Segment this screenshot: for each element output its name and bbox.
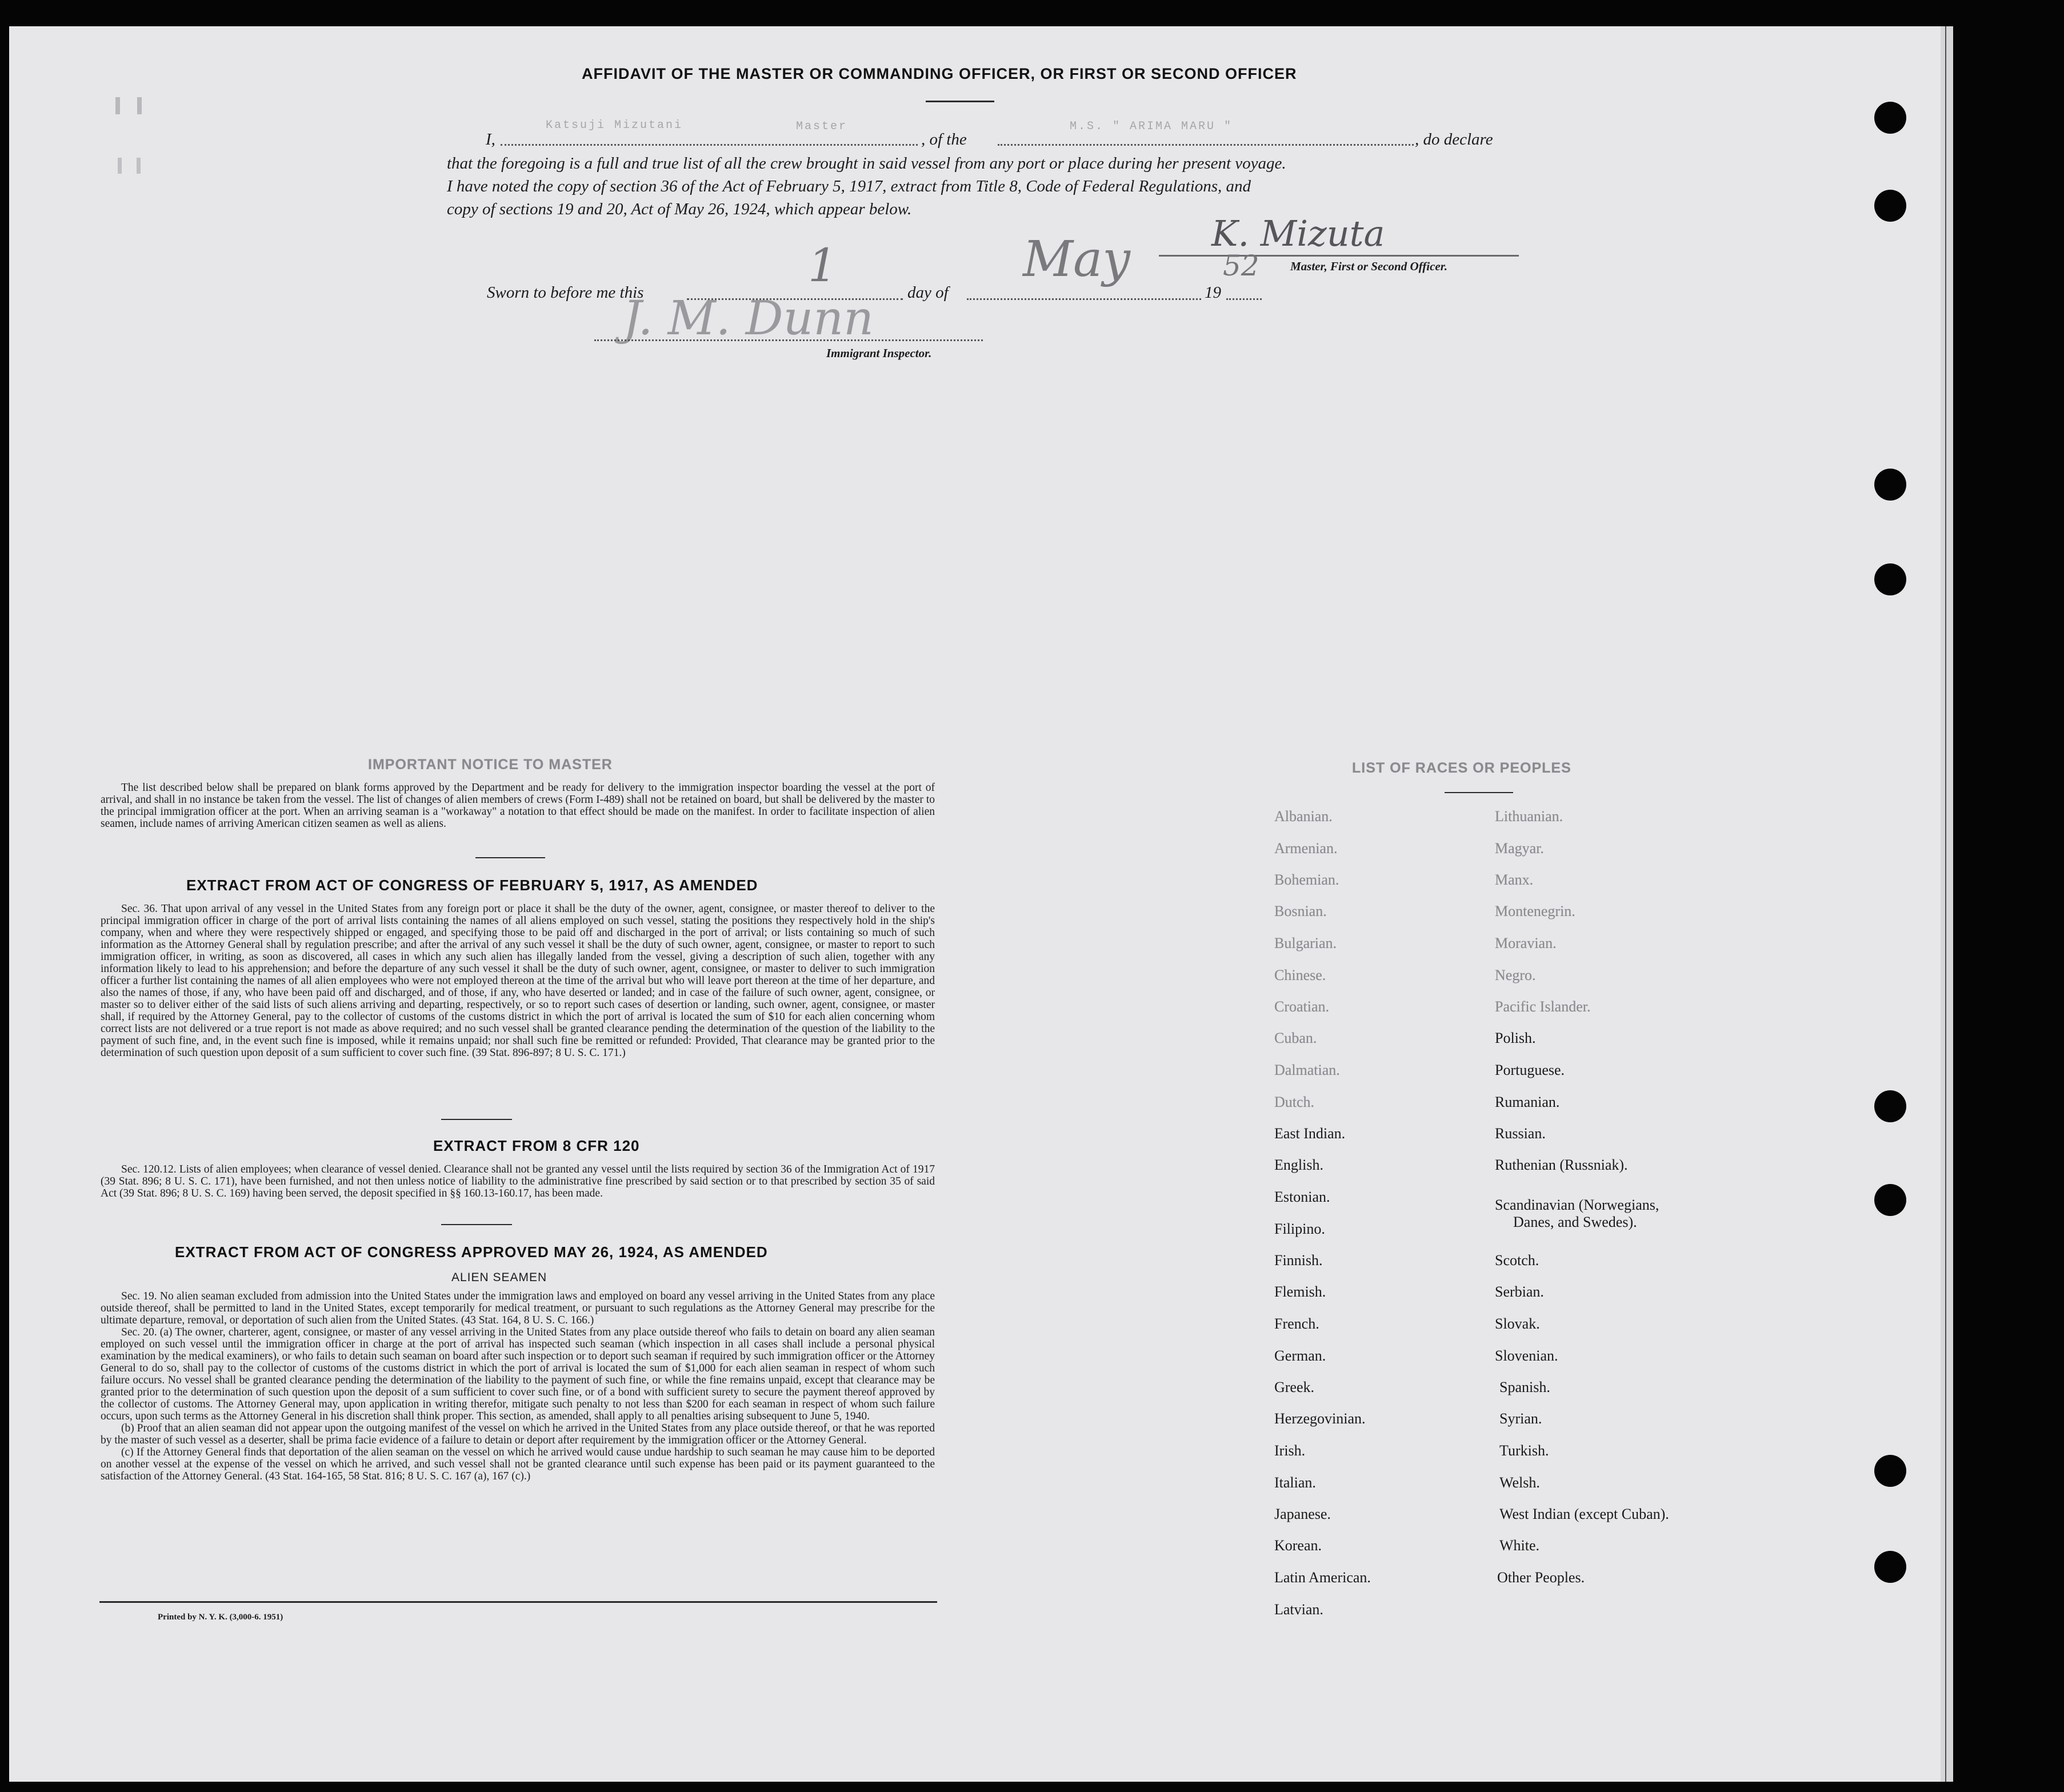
affidavit-line-1: that the foregoing is a full and true list of all the crew brought in said vessel from any port or place during her present voyage. [447, 154, 1286, 173]
race-item: Scotch. [1495, 1252, 1539, 1269]
year-prefix: 19 [1205, 283, 1221, 302]
race-item: Danes, and Swedes). [1513, 1214, 1637, 1230]
race-item: Albanian. [1274, 808, 1333, 825]
day-of-label: day of [907, 283, 949, 302]
race-item: Dutch. [1274, 1094, 1315, 1110]
inspector-line [594, 339, 983, 341]
master-name-typed: Katsuji Mizutani [546, 119, 683, 132]
month-line [967, 298, 1201, 300]
bleed-mark [118, 158, 141, 174]
extract-1917-title: EXTRACT FROM ACT OF CONGRESS OF FEBRUARY 5, 1917, AS AMENDED [186, 877, 758, 894]
race-item: Bulgarian. [1274, 935, 1337, 951]
race-item: Manx. [1495, 871, 1534, 888]
notice-text [101, 782, 935, 830]
master-name-line [501, 144, 918, 146]
binder-hole [1874, 1455, 1906, 1487]
inspector-signature: J. M. Dunn [623, 291, 874, 346]
race-item: Moravian. [1495, 935, 1557, 951]
bleed-mark [115, 97, 142, 114]
do-declare-label: , do declare [1415, 130, 1493, 149]
master-caption: Master, First or Second Officer. [1290, 259, 1447, 273]
race-item: Polish. [1495, 1030, 1536, 1046]
race-item: White. [1499, 1537, 1540, 1554]
rank-typed: Master [796, 120, 848, 133]
race-item: Scandinavian (Norwegians, [1495, 1197, 1659, 1213]
extract-1917-text [101, 903, 935, 1059]
extract-cfr-text [101, 1163, 935, 1199]
race-item: Rumanian. [1495, 1094, 1560, 1110]
of-the-label: , of the [921, 130, 967, 149]
race-item: Magyar. [1495, 840, 1544, 857]
month-handwritten: May [1023, 231, 1130, 288]
page-edge-strip [1941, 26, 1953, 1782]
binder-hole [1874, 1551, 1906, 1583]
binder-hole [1874, 1184, 1906, 1216]
race-item: Syrian. [1499, 1410, 1542, 1427]
section-19-paragraph: Sec. 19. No alien seaman excluded from admission into the United States under the immigration laws and employed on board any vessel arriving in the United States from any place outside thereof, shall be permitted to land in the United States, except temporarily for medical treatment, or pursuant to such regulations as the Attorney General may prescribe for the ultimate departure, removal, or deportation of such alien from the United States. (43 Stat. 164, 8 U. S. C. 166.) [101, 1290, 935, 1326]
races-rule [1445, 792, 1513, 793]
race-item: Cuban. [1274, 1030, 1317, 1046]
race-item: Filipino. [1274, 1221, 1325, 1237]
affidavit-title: AFFIDAVIT OF THE MASTER OR COMMANDING OFFICER, OR FIRST OR SECOND OFFICER [582, 65, 1297, 82]
race-item: Chinese. [1274, 967, 1326, 983]
sworn-label: Sworn to before me this [487, 283, 644, 302]
race-item: Dalmatian. [1274, 1062, 1340, 1078]
affidavit-line-2: I have noted the copy of section 36 of the Act of February 5, 1917, extract from Title 8, Code of Federal Regulations, and [447, 177, 1251, 195]
race-item: Italian. [1274, 1474, 1316, 1491]
section-20b-paragraph: (b) Proof that an alien seaman did not appear upon the outgoing manifest of the vessel on which he arrived in the United States from any place outside thereof, or that he was reported by the master of such vessel as a deserter, shall be prima facie evidence of a failure to detain or deport after requirement by the immigration officer or the Attorney General. [101, 1422, 935, 1446]
extract-cfr-title: EXTRACT FROM 8 CFR 120 [433, 1137, 640, 1154]
race-item: Japanese. [1274, 1506, 1331, 1522]
race-item: Serbian. [1495, 1283, 1544, 1300]
race-item: Finnish. [1274, 1252, 1323, 1269]
section-120-paragraph: Sec. 120.12. Lists of alien employees; when clearance of vessel denied. Clearance shall not be granted any vessel until the lists required by section 36 of the Immigration Act of 1917 (39 Stat. 896; 8 U. S. C. 171), have been furnished, and not then unless notice of liability to the administrative fine prescribed by said section or to that prescribed by section 35 of said Act (39 Stat. 896; 8 U. S. C. 169) having been served, the deposit specified in §§ 160.13-160.17, has been made. [101, 1163, 935, 1199]
extract-cfr-rule [441, 1224, 512, 1225]
vessel-line [998, 144, 1414, 146]
race-item: Latvian. [1274, 1601, 1323, 1618]
race-item: Estonian. [1274, 1189, 1330, 1205]
affidavit-line-3: copy of sections 19 and 20, Act of May 26, 1924, which appear below. [447, 200, 912, 218]
day-handwritten: 1 [808, 239, 837, 292]
section-20c-paragraph: (c) If the Attorney General finds that deportation of the alien seaman on the vessel on which he arrived would cause undue hardship to such seaman he may cause him to be deported on another vessel at the expense of the vessel on which he arrived, and such vessel shall not be granted clearance until such expense has been paid or its payment guaranteed to the satisfaction of the Attorney General. (43 Stat. 164-165, 58 Stat. 816; 8 U. S. C. 167 (a), 167 (c).) [101, 1446, 935, 1482]
section-36-paragraph: Sec. 36. That upon arrival of any vessel in the United States from any foreign port or place it shall be the duty of the owner, agent, consignee, or master thereof to deliver to the principal immigration officer in charge of the port of arrival lists containing the names of all aliens employed on such vessel, stating the positions they respectively hold in the ship's company, when and where they were respectively shipped or engaged, and specifying those to be paid off and discharged in the port of arrival; or lists containing so much of such information as the Attorney General shall by regulation prescribe; and after the arrival of any such vessel it shall be the duty of such owner, agent, consignee, or master to report to such immigration officer, in writing, as soon as discovered, all cases in which any such alien has illegally landed from the vessel, giving a description of such alien, together with any information likely to lead to his apprehension; and before the departure of any such vessel it shall be the duty of such owner, agent, consignee, or master to deliver to such immigration officer a further list containing the names of all alien employees who were not employed thereon at the time of the arrival but who will leave port thereon at the time of her departure, and also the names of those, if any, who have been paid off and discharged, and of those, if any, who have deserted or landed; and in case of the failure of such owner, agent, consignee, or master so to deliver either of the said lists of such aliens arriving and departing, respectively, or so to report such cases of desertion or landing, such owner, agent, consignee, or master shall, if required by the Attorney General, pay to the collector of customs of the customs district in which the port of arrival is located the sum of $10 for each alien concerning whom correct lists are not delivered or a true report is not made as above required; and no such vessel shall be granted clearance pending the determination of the question of the liability to the payment of such fine, and, in the event such fine is imposed, while it remains unpaid; nor shall such fine be remitted or refunded: Provided, That clearance may be granted prior to the determination of such question upon deposit of a sum sufficient to cover such fine. (39 Stat. 896-897; 8 U. S. C. 171.) [101, 903, 935, 1059]
race-item: Negro. [1495, 967, 1536, 983]
race-item: Montenegrin. [1495, 903, 1575, 919]
notice-paragraph: The list described below shall be prepared on blank forms approved by the Department and be ready for delivery to the immigration inspector boarding the vessel at the port of arrival, and shall in no instance be taken from the vessel. The list of changes of alien members of crews (Form I-489) shall not be retained on board, but shall be delivered by the master to the principal immigration officer at the port. When an arriving seaman is a "workaway" a notation to that effect should be made on the manifest. In order to facilitate inspection of alien seamen, include names of arriving American citizen seamen as well as aliens. [101, 782, 935, 830]
race-item: Greek. [1274, 1379, 1315, 1395]
binder-hole [1874, 469, 1906, 501]
alien-seamen-subtitle: ALIEN SEAMEN [451, 1271, 547, 1284]
race-item: Armenian. [1274, 840, 1338, 857]
master-signature: K. Mizuta [1211, 213, 1385, 254]
race-item: Portuguese. [1495, 1062, 1565, 1078]
extract-1917-rule [441, 1119, 512, 1120]
vessel-typed: M.S. " ARIMA MARU " [1070, 120, 1233, 133]
title-rule [926, 101, 994, 102]
section-20a-paragraph: Sec. 20. (a) The owner, charterer, agent, consignee, or master of any vessel arriving in the United States from any place outside thereof who fails to detain on board any alien seaman employed on such vessel until the immigration officer in charge at the port of arrival has inspected such seaman (which inspection in all cases shall include a personal physical examination by the medical examiners), or who fails to detain such seaman on board after such inspection or to deport such seaman if required by such immigration officer or the Attorney General to do so, shall pay to the collector of customs of the customs district in which the port of arrival is located the sum of $1,000 for each alien seaman in respect of whom such failure occurs. No vessel shall be granted clearance pending the determination of the liability to the payment of such fine, or while the fine remains unpaid, except that clearance may be granted prior to the determination of such question upon the deposit of a sum sufficient to cover such fine, or of a bond with sufficient surety to secure the payment thereof approved by the collector of customs. The Attorney General may, upon application in writing therefor, mitigate such penalty to not less than $200 for each seaman in respect of whom such failure occurs, upon such terms as the Attorney General in his discretion shall think proper. This section, as amended, shall apply to all penalties arising subsequent to June 5, 1940. [101, 1326, 935, 1422]
race-item: Welsh. [1499, 1474, 1540, 1491]
race-item: Spanish. [1499, 1379, 1550, 1395]
extract-1924-text [101, 1290, 935, 1482]
race-item: Bosnian. [1274, 903, 1327, 919]
race-item: Irish. [1274, 1442, 1306, 1459]
race-item: Russian. [1495, 1125, 1546, 1142]
race-item: Latin American. [1274, 1569, 1371, 1586]
race-item: Other Peoples. [1497, 1569, 1585, 1586]
binder-hole [1874, 102, 1906, 134]
race-item: Lithuanian. [1495, 808, 1563, 825]
race-item: Pacific Islander. [1495, 998, 1591, 1015]
race-item: Flemish. [1274, 1283, 1326, 1300]
race-item: West Indian (except Cuban). [1499, 1506, 1669, 1522]
year-handwritten: 52 [1223, 249, 1259, 282]
inspector-caption: Immigrant Inspector. [826, 346, 932, 360]
extract-1924-title: EXTRACT FROM ACT OF CONGRESS APPROVED MAY 26, 1924, AS AMENDED [175, 1243, 768, 1261]
race-item: Ruthenian (Russniak). [1495, 1157, 1628, 1173]
race-item: Bohemian. [1274, 871, 1339, 888]
race-item: Herzegovinian. [1274, 1410, 1366, 1427]
notice-rule [475, 857, 545, 858]
race-item: English. [1274, 1157, 1323, 1173]
master-signature-underline [1159, 255, 1519, 257]
race-item: East Indian. [1274, 1125, 1346, 1142]
race-item: Croatian. [1274, 998, 1330, 1015]
binder-hole [1874, 1090, 1906, 1122]
races-title: LIST OF RACES OR PEOPLES [1352, 760, 1571, 776]
notice-title: IMPORTANT NOTICE TO MASTER [368, 757, 613, 773]
year-line [1226, 298, 1262, 300]
race-item: Slovenian. [1495, 1347, 1558, 1364]
printer-note: Printed by N. Y. K. (3,000-6. 1951) [158, 1613, 283, 1622]
race-item: German. [1274, 1347, 1326, 1364]
affidavit-i-label: I, [486, 130, 495, 149]
race-item: Korean. [1274, 1537, 1322, 1554]
binder-hole [1874, 563, 1906, 595]
race-item: French. [1274, 1315, 1319, 1332]
race-item: Slovak. [1495, 1315, 1540, 1332]
binder-hole [1874, 190, 1906, 222]
footer-rule [99, 1601, 937, 1603]
race-item: Turkish. [1499, 1442, 1549, 1459]
